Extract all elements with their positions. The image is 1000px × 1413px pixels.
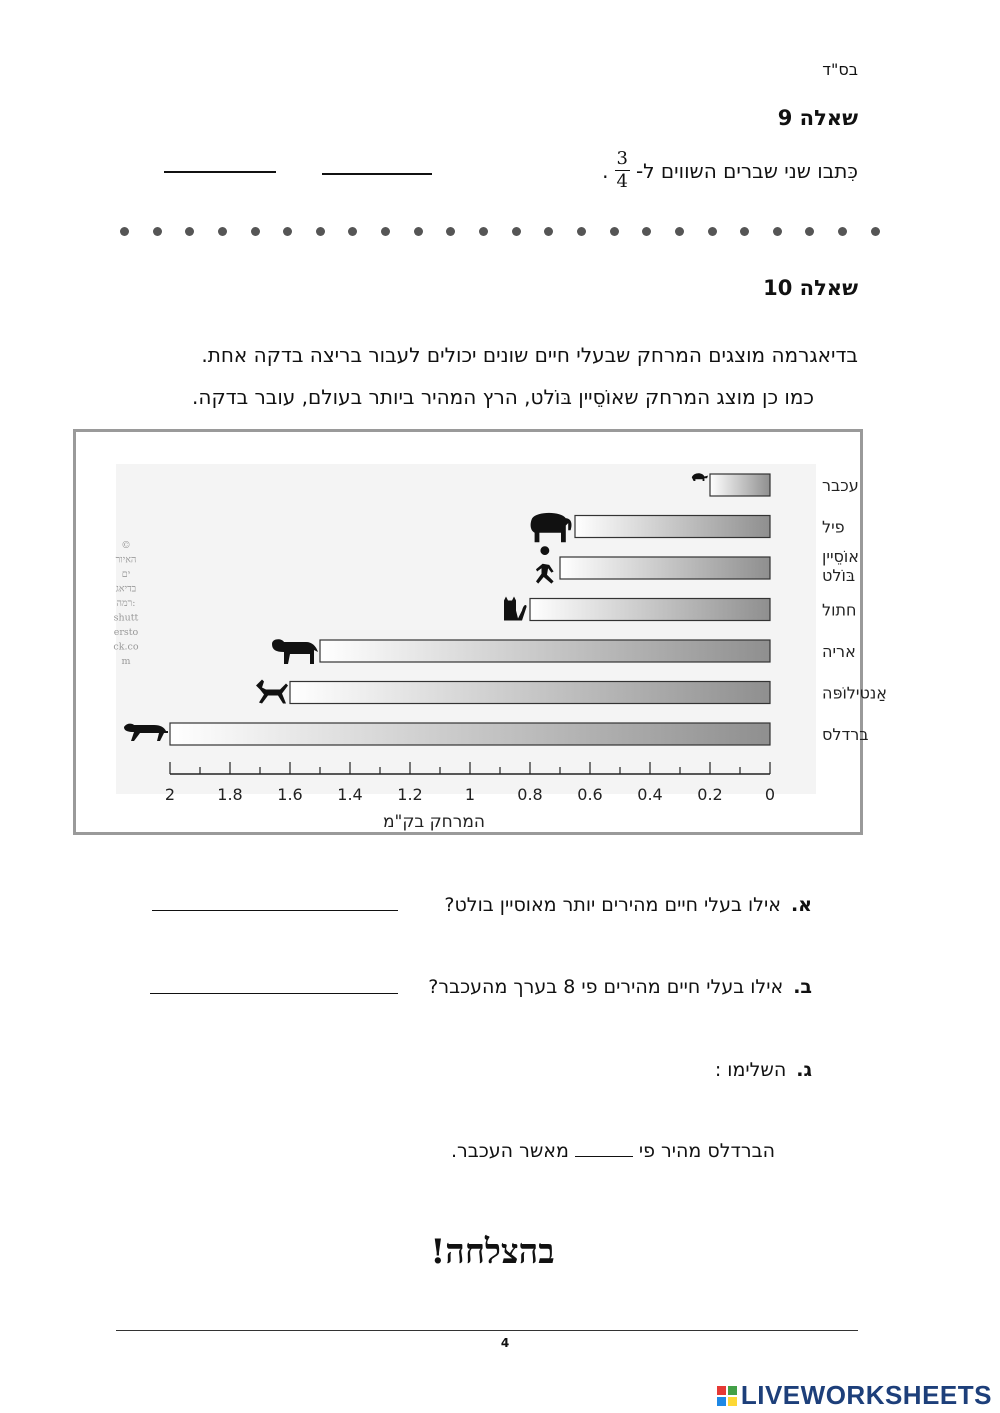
separator-dot bbox=[708, 227, 717, 236]
chart-x-axis-label: המרחק בק"מ bbox=[382, 812, 486, 832]
bar-4 bbox=[320, 640, 770, 662]
bar-5 bbox=[290, 682, 770, 704]
separator-dot bbox=[348, 227, 357, 236]
page-number: 4 bbox=[500, 1336, 510, 1350]
separator-dot bbox=[120, 227, 129, 236]
q10-intro-line-1: בדיאגרמה מוצגים המרחק שבעלי חיים שונים יכולים לעבור בריצה בדקה אחת. bbox=[201, 343, 858, 367]
fill-in-sentence bbox=[451, 1140, 775, 1162]
x-tick-label: 1 bbox=[464, 785, 476, 804]
closing-message: בהצלחה! bbox=[430, 1232, 555, 1272]
x-tick-label: 0.8 bbox=[517, 785, 543, 804]
x-tick-label: 2 bbox=[164, 785, 176, 804]
footer-divider bbox=[116, 1330, 858, 1331]
q9-fraction-numerator: 3 bbox=[616, 148, 628, 169]
credit-line: m bbox=[121, 656, 131, 667]
credit-line: רמה: bbox=[116, 598, 136, 609]
separator-dot bbox=[251, 227, 260, 236]
bar-6 bbox=[170, 723, 770, 745]
q9-prompt: כִּתבו שני שברים השווים ל- bbox=[635, 158, 858, 183]
category-label-6: ברדלס bbox=[822, 725, 869, 744]
credit-line: האיור bbox=[115, 554, 137, 566]
separator-dot bbox=[838, 227, 847, 236]
separator-dot bbox=[805, 227, 814, 236]
q9-fraction bbox=[615, 150, 630, 191]
logo-text: LIVEWORKSHEETS bbox=[740, 1380, 992, 1410]
q10-title: שאלה 10 bbox=[763, 276, 858, 300]
category-label-5: אַנטילוֹפּה bbox=[822, 683, 887, 703]
x-tick-label: 1.6 bbox=[277, 785, 303, 804]
credit-line: בדיאג bbox=[115, 583, 137, 595]
x-tick-label: 0.6 bbox=[577, 785, 603, 804]
fill-in-part-2: מאשר העכבר. bbox=[450, 1140, 569, 1162]
separator-dot bbox=[675, 227, 684, 236]
separator-dot bbox=[610, 227, 619, 236]
chart-category-labels bbox=[822, 476, 887, 744]
x-tick-label: 1.2 bbox=[397, 785, 423, 804]
separator-dot bbox=[740, 227, 749, 236]
credit-line: ים bbox=[121, 569, 131, 580]
fill-in-answer-blank[interactable] bbox=[575, 1156, 633, 1157]
separator-dot bbox=[577, 227, 586, 236]
category-label-2-1: בּוֹלט bbox=[822, 566, 856, 585]
separator-dot bbox=[381, 227, 390, 236]
bar-1 bbox=[575, 516, 770, 538]
q9-period: . bbox=[602, 158, 609, 183]
x-tick-label: 1.8 bbox=[217, 785, 243, 804]
category-label-4: אריה bbox=[822, 642, 856, 661]
dotted-separator bbox=[120, 224, 880, 238]
bar-3 bbox=[530, 599, 770, 621]
bar-0 bbox=[710, 474, 770, 496]
credit-line: ersto bbox=[113, 627, 139, 638]
separator-dot bbox=[544, 227, 553, 236]
category-label-2-0: אוֹסֵיין bbox=[822, 547, 859, 566]
question-b-answer-blank[interactable] bbox=[150, 993, 398, 994]
question-b-text: אילו בעלי חיים מהירים פי 8 בערך מהעכבר? bbox=[428, 976, 784, 998]
q9-answer-blank-1[interactable] bbox=[322, 173, 432, 175]
q9-answer-blank-2[interactable] bbox=[164, 171, 276, 173]
q9-fraction-denominator: 4 bbox=[616, 171, 628, 192]
credit-line: ck.co bbox=[113, 641, 139, 653]
separator-dot bbox=[446, 227, 455, 236]
x-tick-label: 1.4 bbox=[337, 785, 363, 804]
category-label-3: חתול bbox=[822, 600, 857, 620]
logo-block bbox=[728, 1386, 737, 1395]
credit-line: © bbox=[121, 540, 131, 551]
logo-block bbox=[728, 1397, 737, 1406]
separator-dot bbox=[642, 227, 651, 236]
separator-dot bbox=[153, 227, 162, 236]
logo-blocks-icon bbox=[717, 1386, 737, 1406]
header-bsd: בס"ד bbox=[822, 60, 858, 79]
q9-prompt-row bbox=[602, 150, 858, 191]
q10-intro-line-2: כמו כן מוצג המרחק שאוֹסֵיין בּוֹלט, הרץ המהיר ביותר בעולם, עובר בדקה. bbox=[192, 385, 814, 409]
q9-title: שאלה 9 bbox=[777, 106, 858, 130]
x-tick-label: 0 bbox=[764, 785, 776, 804]
credit-line: shutt bbox=[113, 612, 139, 624]
logo-block bbox=[717, 1397, 726, 1406]
question-a-text: אילו בעלי חיים מהירים יותר מאוסיין בולט? bbox=[444, 894, 781, 916]
question-c-row bbox=[715, 1059, 812, 1081]
separator-dot bbox=[512, 227, 521, 236]
question-a-answer-blank[interactable] bbox=[152, 910, 398, 911]
fill-in-part-1: הברדלס מהיר פי bbox=[638, 1140, 775, 1162]
separator-dot bbox=[414, 227, 423, 236]
bar-2 bbox=[560, 557, 770, 579]
separator-dot bbox=[218, 227, 227, 236]
separator-dot bbox=[185, 227, 194, 236]
chart-frame bbox=[73, 429, 887, 835]
distance-bar-chart bbox=[76, 432, 887, 832]
liveworksheets-logo bbox=[717, 1380, 992, 1411]
separator-dot bbox=[479, 227, 488, 236]
category-label-0: עכבר bbox=[822, 476, 859, 495]
question-a-letter: א. bbox=[790, 894, 812, 916]
x-tick-label: 0.2 bbox=[697, 785, 723, 804]
question-c-text: השלימו : bbox=[714, 1059, 787, 1081]
x-tick-label: 0.4 bbox=[637, 785, 663, 804]
question-b-row bbox=[428, 976, 812, 998]
separator-dot bbox=[283, 227, 292, 236]
separator-dot bbox=[316, 227, 325, 236]
separator-dot bbox=[871, 227, 880, 236]
question-a-row bbox=[444, 894, 812, 916]
category-label-1: פיל bbox=[822, 517, 845, 537]
logo-block bbox=[717, 1386, 726, 1395]
question-b-letter: ב. bbox=[793, 976, 812, 998]
question-c-letter: ג. bbox=[796, 1059, 812, 1081]
separator-dot bbox=[773, 227, 782, 236]
image-credit bbox=[113, 540, 138, 667]
